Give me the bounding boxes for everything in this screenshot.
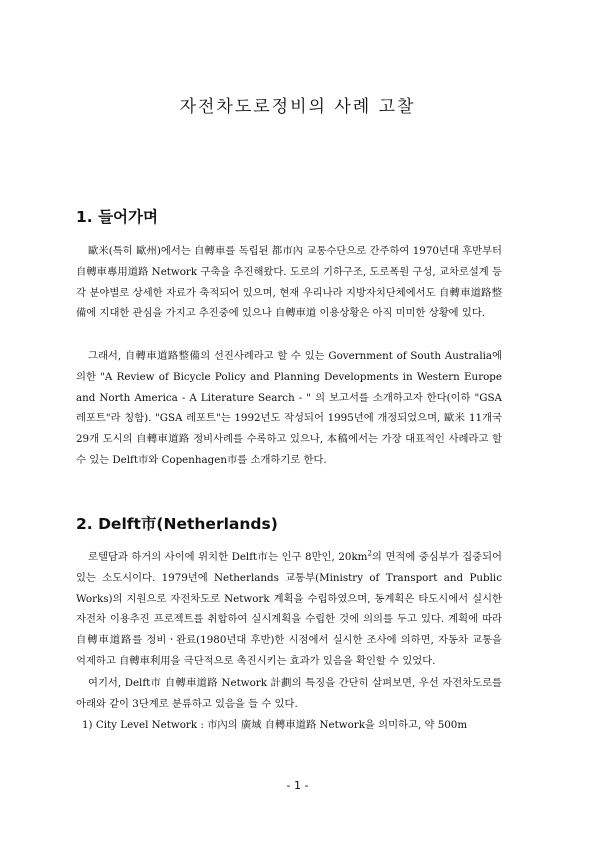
paragraph-delft-2: 여기서, Delft市 自轉車道路 Network 計劃의 특징을 간단히 살펴보면, 우선 자전차도로를 아래와 같이 3단계로 분류하고 있음을 들 수 있다. bbox=[76, 677, 502, 710]
paragraph-delft-1 bbox=[76, 547, 502, 672]
document-title: 자전차도로정비의 사례 고찰 bbox=[179, 97, 416, 117]
superscript-area-unit: 2 bbox=[367, 549, 372, 558]
paragraph-intro-1: 歐米(특히 歐州)에서는 自轉車를 독립된 都市內 교통수단으로 간주하여 1970년대 후반부터 自轉車專用道路 Network 구축을 추진해왔다. 도로의 기하구조, 도로폭원 구성, 교차로설계 등 각 분야별로 상세한 자료가 축적되어 있으며, 현재 우리나라 지방자치단체에서도 自轉車道路整備에 지대한 관심을 가지고 추진중에 있으나 自轉車道 이용상황은 아직 미미한 상황에 있다. bbox=[76, 245, 502, 320]
paragraph-delft-1-part-a: 로텔담과 하거의 사이에 위치한 Delft市는 인구 8만인, 20km bbox=[88, 551, 368, 563]
paragraph-delft-1-part-b: 의 면적에 중심부가 집중되어 있는 소도시이다. 1979년에 Netherlands 교통부(Ministry of Transport and Public Works)의 지원으로 자전차도로 Network 계획을 수립하였으며, 동계획은 타도시에서 실시한 자전차 이용추진 프로젝트를 취합하여 실시계획을 수립한 것에 의의를 두고 있다. 계획에 따라 自轉車道路를 정비ㆍ완료(1980년대 후반)한 시점에서 실시한 조사에 의하면, 자동차 교통을 억제하고 自轉車利用을 극단적으로 촉진시키는 효과가 있음을 확인할 수 있었다. bbox=[76, 551, 502, 667]
paragraph-intro-2: 그래서, 自轉車道路整備의 선진사례라고 할 수 있는 Government of South Australia에 의한 "A Review of Bicycle Policy and Planning Developments in Western Europe and North America - A Literature Search - " 의 보고서를 소개하고자 한다(이하 "GSA 레포트"라 칭함). "GSA 레포트"는 1992년도 작성되어 1995년에 개정되었으며, 歐米 11개국 29개 도시의 自轉車道路 정비사례를 수록하고 있으나, 本稿에서는 가장 대표적인 사례라고 할 수 있는 Delft市와 Copenhagen市를 소개하기로 한다. bbox=[76, 350, 502, 466]
section-heading-introduction: 1. 들어가며 bbox=[76, 208, 158, 226]
section-heading-delft: 2. Delft市(Netherlands) bbox=[76, 515, 278, 533]
list-item-city-level-network: 1) City Level Network : 市內의 廣域 自轉車道路 Network을 의미하고, 약 500m bbox=[82, 719, 468, 731]
page-number: - 1 - bbox=[286, 779, 309, 792]
